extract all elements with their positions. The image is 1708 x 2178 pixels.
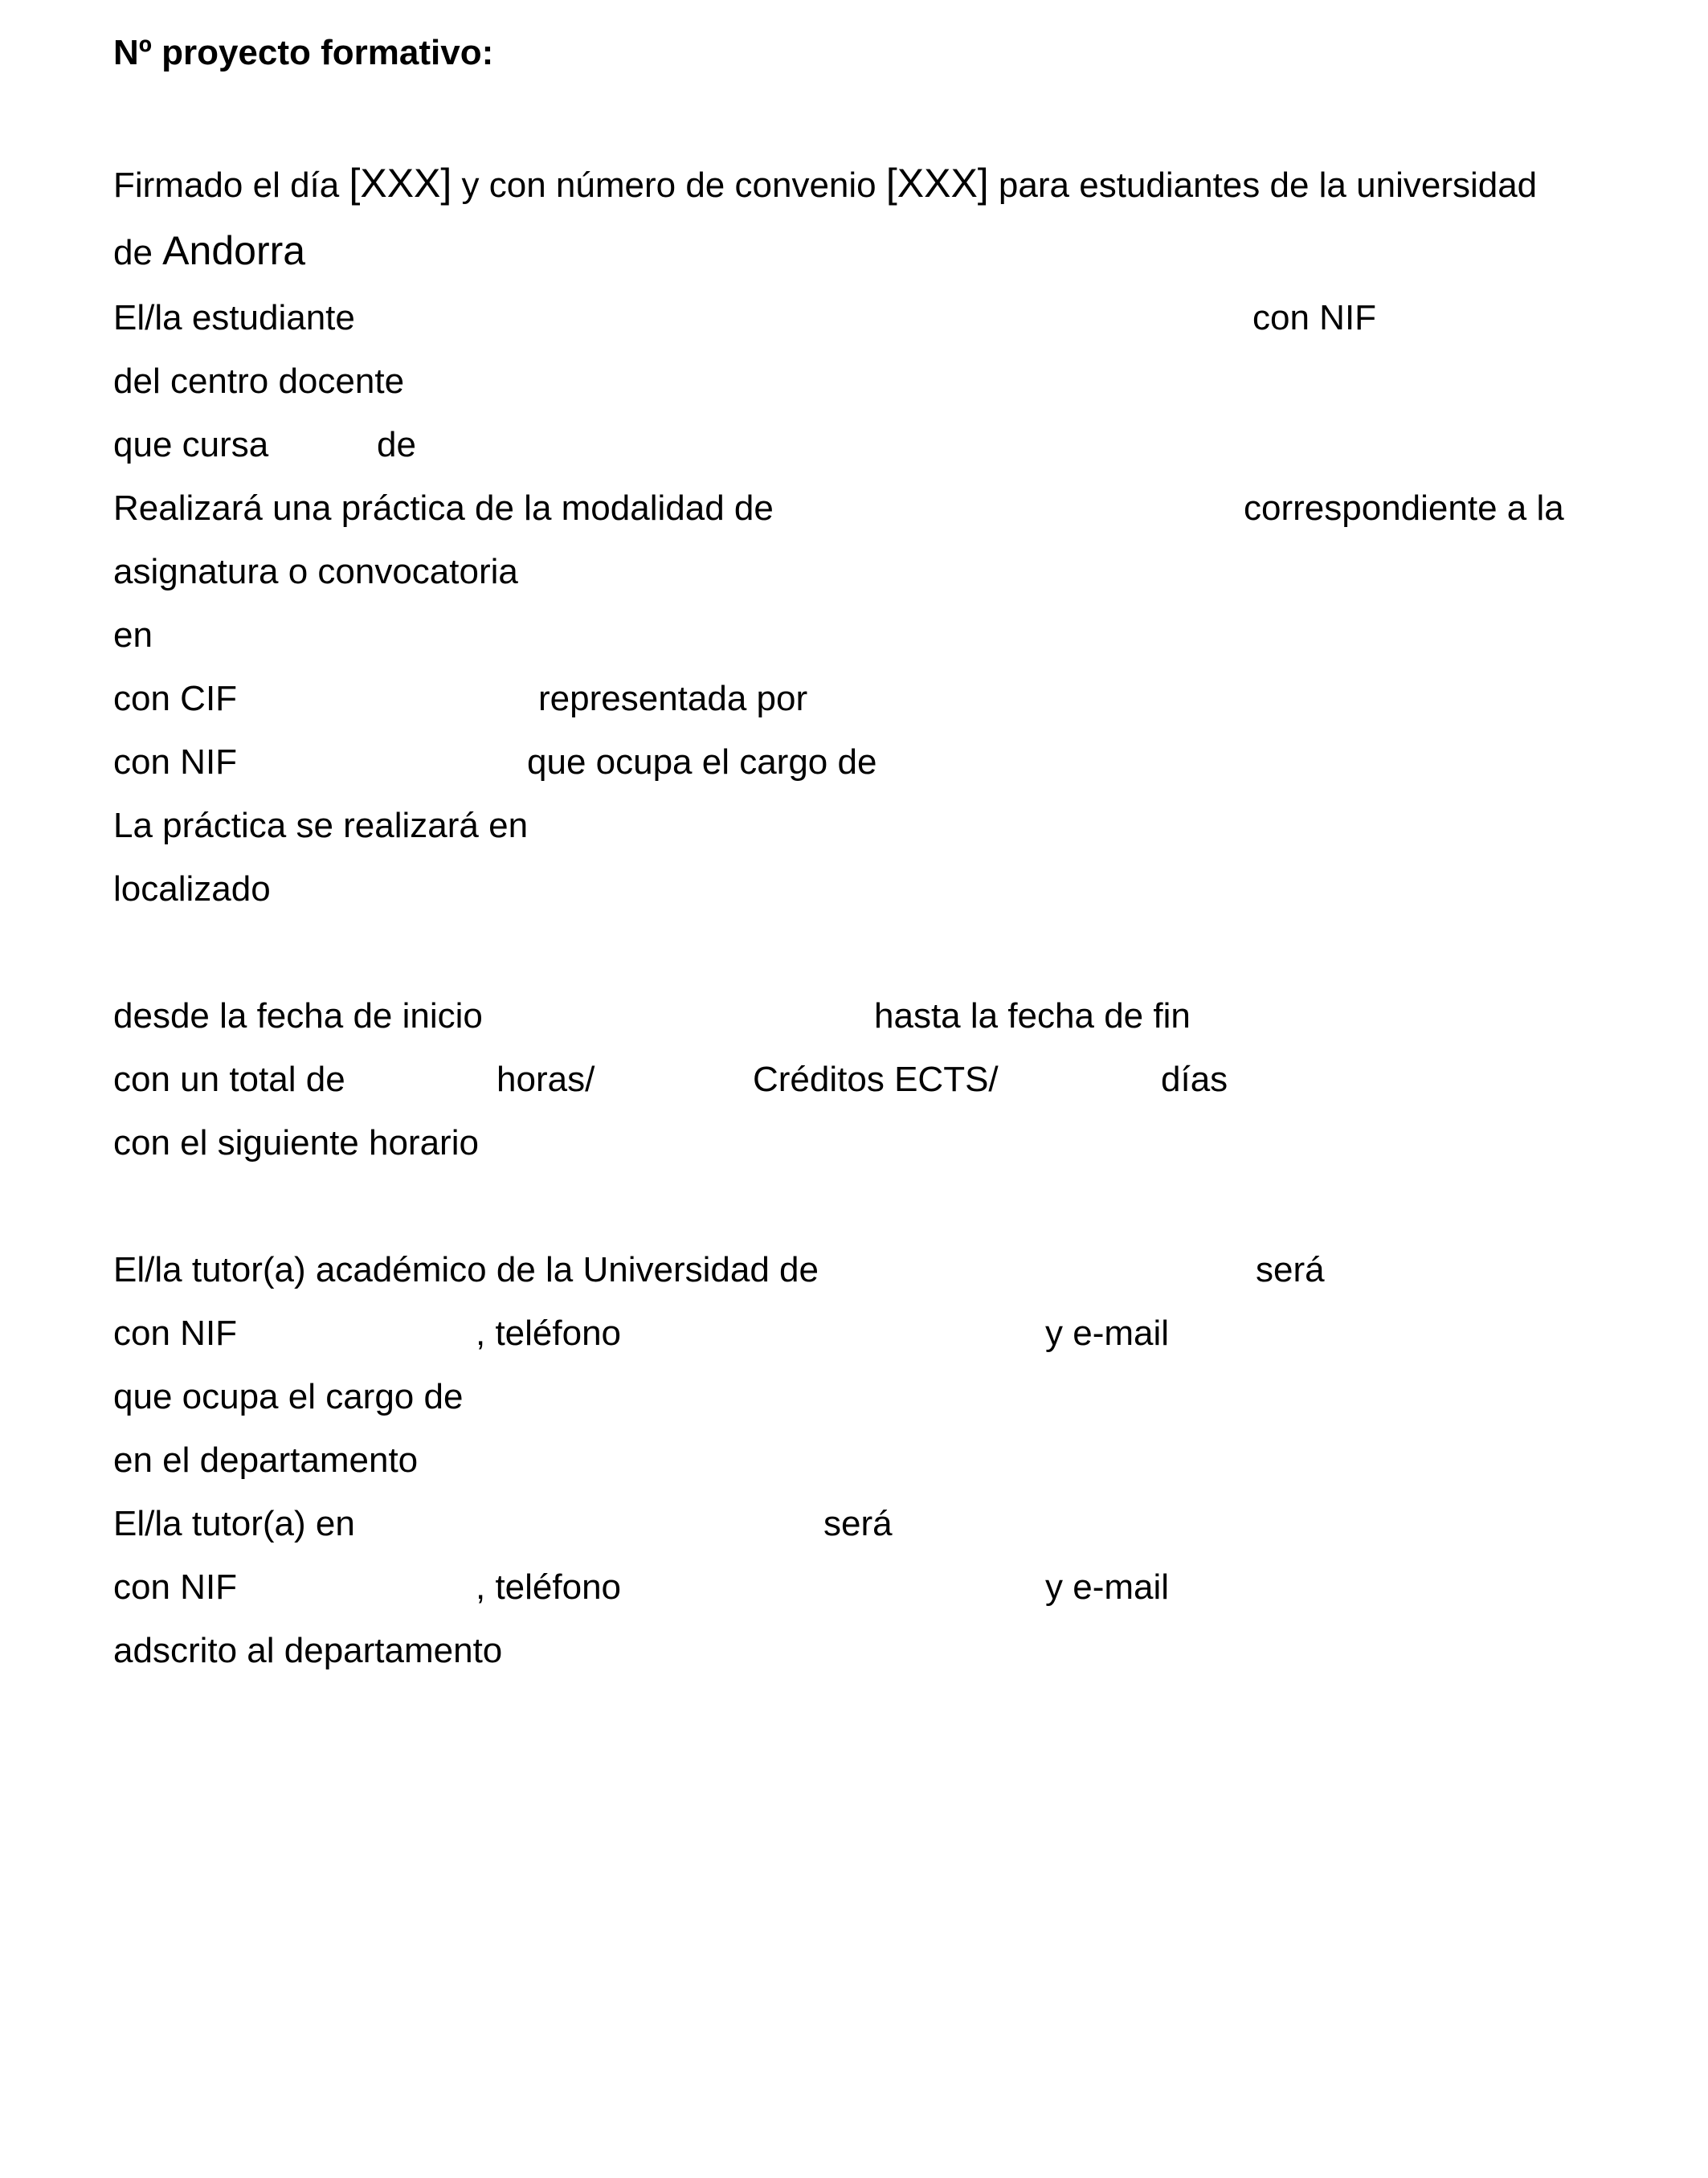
tutor-empresa-telefono-label: , teléfono: [476, 1567, 622, 1607]
horario-label: con el siguiente horario: [113, 1123, 479, 1163]
tutor-empresa-nif-label: con NIF: [113, 1567, 238, 1607]
asignatura-label: asignatura o convocatoria: [113, 552, 518, 591]
estudiante-label: El/la estudiante: [113, 298, 355, 337]
tutor-academico-departamento-label: en el departamento: [113, 1440, 419, 1480]
firmado-text-universidad: para estudiantes de la universidad: [988, 165, 1538, 205]
modalidad-label: Realizará una práctica de la modalidad de: [113, 488, 774, 528]
universidad-line: [113, 228, 306, 273]
tutor-empresa-departamento-label: adscrito al departamento: [113, 1631, 503, 1670]
localizado-label: localizado: [113, 869, 271, 909]
creditos-label: Créditos ECTS/: [753, 1060, 999, 1099]
tutor-empresa-label: El/la tutor(a) en: [113, 1504, 355, 1543]
tutor-academico-label: El/la tutor(a) académico de la Universidad de: [113, 1250, 819, 1289]
tutor-empresa-sera-label: será: [823, 1504, 893, 1543]
tutor-academico-sera-label: será: [1256, 1250, 1325, 1289]
fecha-fin-label: hasta la fecha de fin: [874, 996, 1191, 1036]
firmado-line: [113, 161, 1538, 206]
estudiante-nif-label: con NIF: [1252, 298, 1377, 337]
universidad-prefix: de: [113, 233, 163, 272]
fecha-placeholder: [XXX]: [349, 161, 452, 206]
horas-label: horas/: [496, 1060, 595, 1099]
tutor-academico-email-label: y e-mail: [1045, 1314, 1170, 1353]
tutor-academico-cargo-label: que ocupa el cargo de: [113, 1377, 464, 1416]
fecha-inicio-label: desde la fecha de inicio: [113, 996, 483, 1036]
cursa-de-label: de: [377, 425, 416, 464]
tutor-academico-telefono-label: , teléfono: [476, 1314, 622, 1353]
dias-label: días: [1161, 1060, 1228, 1099]
convenio-placeholder: [XXX]: [885, 161, 989, 206]
tutor-empresa-email-label: y e-mail: [1045, 1567, 1170, 1607]
cursa-label: que cursa: [113, 425, 269, 464]
lugar-practica-label: La práctica se realizará en: [113, 806, 529, 845]
representada-label: representada por: [538, 679, 808, 718]
firmado-text: Firmado el día: [113, 165, 349, 205]
page-title: Nº proyecto formativo:: [113, 33, 494, 72]
representante-cargo-label: que ocupa el cargo de: [527, 742, 877, 782]
empresa-en-label: en: [113, 615, 153, 655]
universidad-name: Andorra: [162, 228, 306, 273]
tutor-academico-nif-label: con NIF: [113, 1314, 238, 1353]
correspondiente-label: correspondiente a la: [1244, 488, 1564, 528]
firmado-text-convenio: y con número de convenio: [452, 165, 886, 205]
cif-label: con CIF: [113, 679, 238, 718]
centro-docente-label: del centro docente: [113, 362, 405, 401]
total-label: con un total de: [113, 1060, 345, 1099]
representante-nif-label: con NIF: [113, 742, 238, 782]
